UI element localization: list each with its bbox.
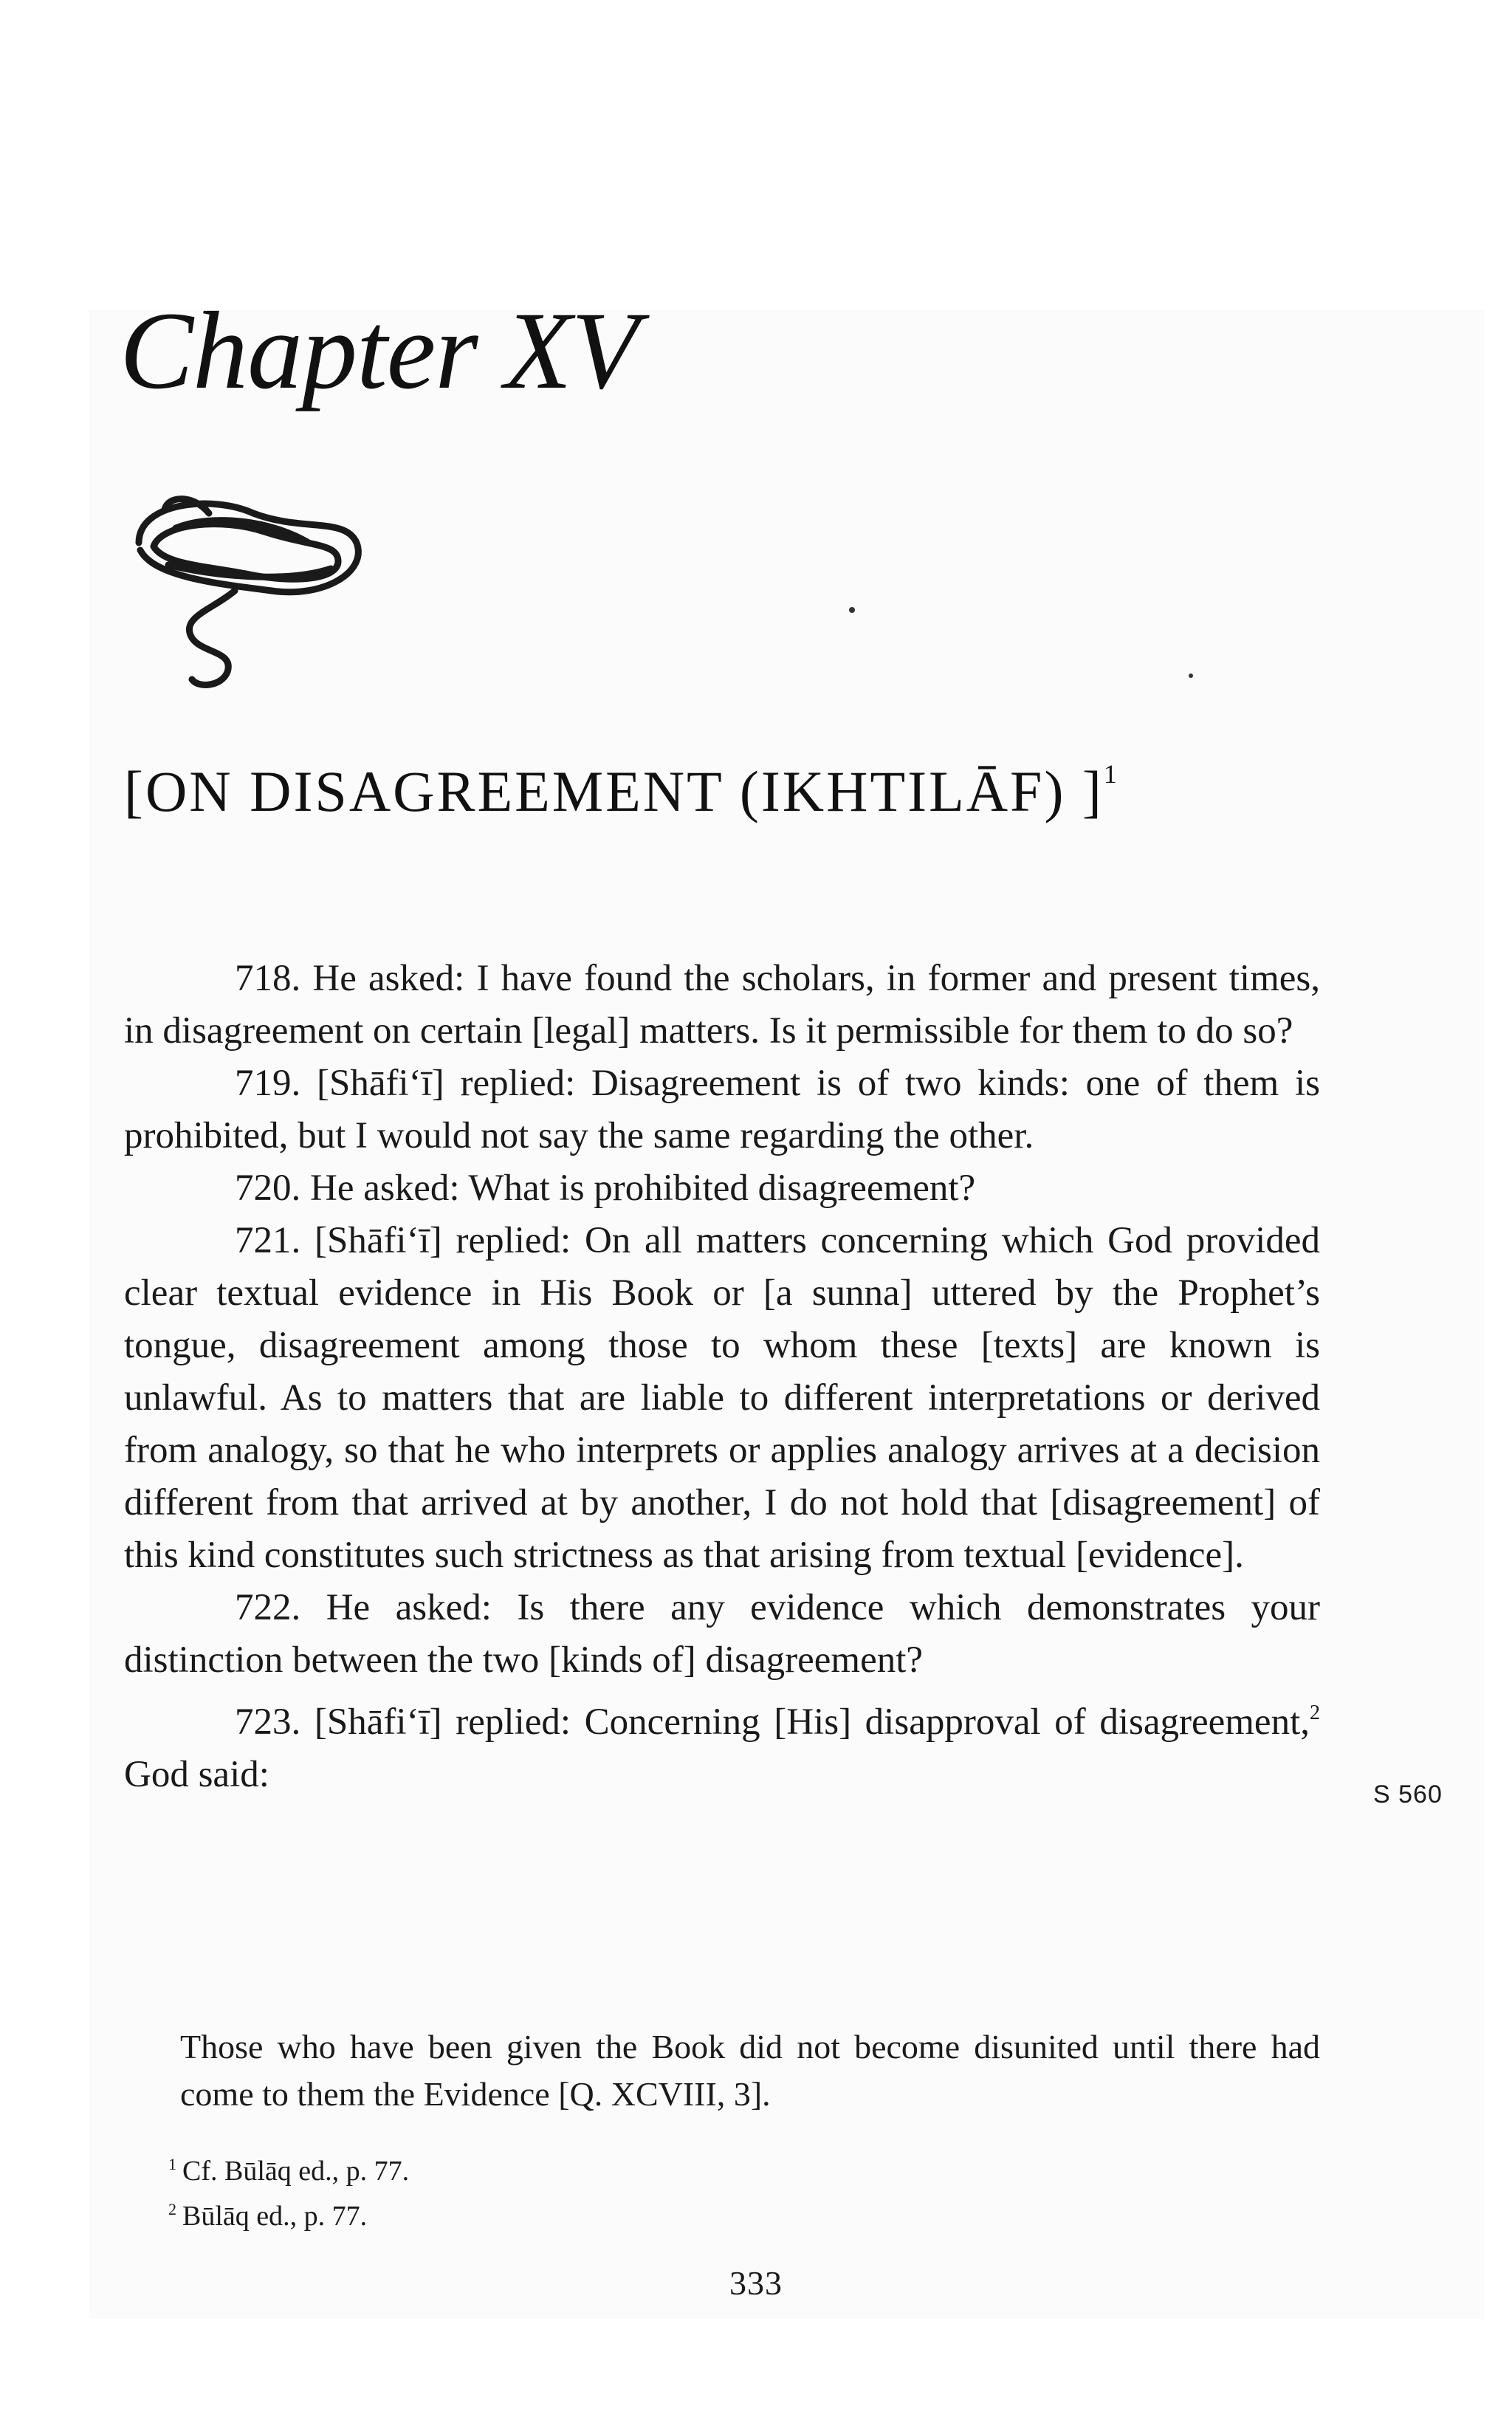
section-heading-text: [ON DISAGREEMENT (IKHTILĀF) ] <box>124 759 1104 823</box>
footnote-text: Būlāq ed., p. 77. <box>182 2201 368 2232</box>
scan-speck <box>849 607 855 613</box>
body-text <box>124 953 1320 1801</box>
footnotes <box>168 2145 409 2235</box>
section-heading <box>124 759 1117 823</box>
footnote-mark: 2 <box>168 2200 176 2218</box>
footnote-mark: 1 <box>168 2155 176 2173</box>
paragraph-723-footnote-mark: 2 <box>1310 1701 1320 1724</box>
page-number: 333 <box>729 2264 783 2302</box>
paragraph-720: 720. He asked: What is prohibited disagreement? <box>235 1168 976 1209</box>
paragraph-718: 718. He asked: I have found the scholars, in former and present times, in disagreement on certain [legal] matters. Is it permissible for them to do so? <box>124 958 1320 1052</box>
paragraph-723 <box>124 1687 1320 1801</box>
chapter-title: Chapter XV <box>120 289 639 412</box>
paragraph-722: 722. He asked: Is there any evidence which demonstrates your distinction between the two [kinds of] disagreement? <box>124 1587 1320 1681</box>
heading-footnote-mark: 1 <box>1103 759 1117 789</box>
paragraph-719: 719. [Shāfi‘ī] replied: Disagreement is of two kinds: one of them is prohibited, but I would not say the same regarding the other. <box>124 1063 1320 1156</box>
flourish-ornament-icon <box>124 473 368 694</box>
footnote-1 <box>168 2145 409 2190</box>
paragraph-723-text: 723. [Shāfi‘ī] replied: Concerning [His] disapproval of disagreement, <box>235 1701 1310 1743</box>
footnote-text: Cf. Būlāq ed., p. 77. <box>182 2156 410 2187</box>
paragraph-721: 721. [Shāfi‘ī] replied: On all matters concerning which God provided clear textual evidence in His Book or [a sunna] uttered by the Prophet’s tongue, disagreement among those to whom these [texts] are known is unlawful. As to matters that are liable to different interpretations or derived from analogy, so that he who interprets or applies analogy arrives at a decision different from that arrived at by another, I do not hold that [disagreement] of this kind constitutes such strictness as that arising from textual [evidence]. <box>124 1220 1320 1576</box>
margin-reference: S 560 <box>1373 1780 1443 1809</box>
scan-speck <box>1189 673 1193 678</box>
paragraph-723-text-end: God said: <box>124 1754 269 1795</box>
quranic-quote: Those who have been given the Book did not become disunited until there had come to them the Evidence [Q. XCVIII, 3]. <box>180 2028 1320 2113</box>
footnote-2 <box>168 2190 409 2235</box>
